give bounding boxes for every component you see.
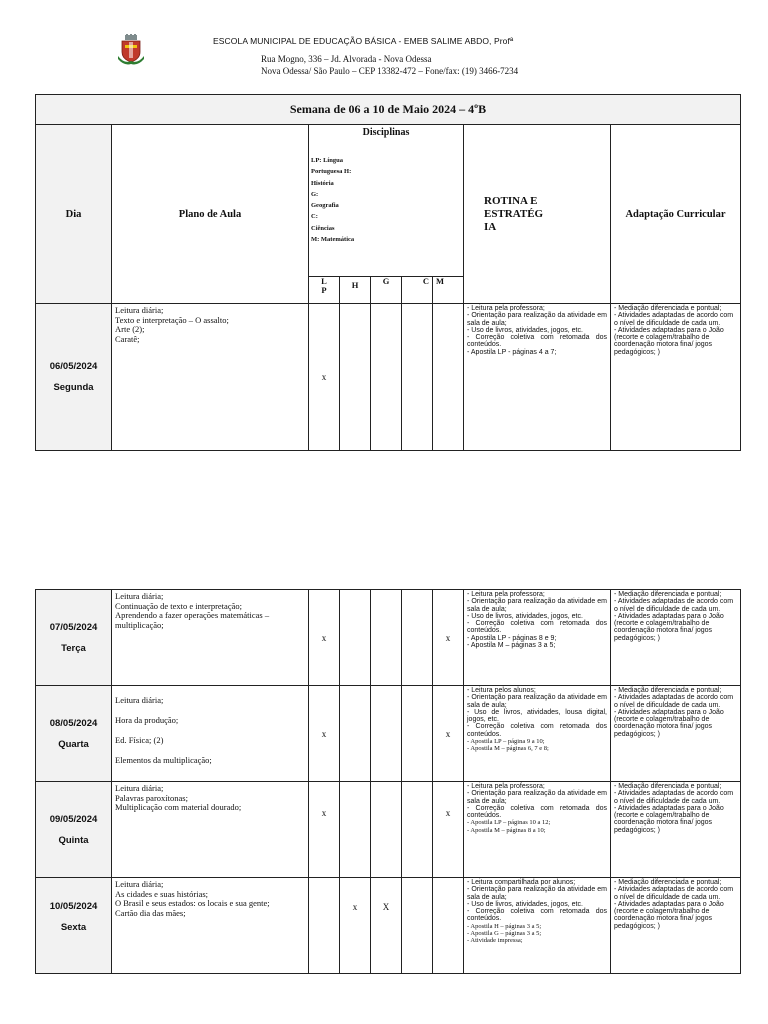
adaptacao-cell — [611, 782, 741, 878]
rotina-item: - Leitura compartilhada por alunos; — [467, 879, 576, 886]
adapt-item: - Atividades adaptadas para o João (recorte e colagem/trabalho de coordenação motora fina/ jogos pedagógicos; ) — [614, 900, 724, 930]
day-weekday: Sexta — [60, 922, 87, 933]
mark-m — [433, 878, 464, 974]
rotina-item: - Apostila M – páginas 6, 7 e 8; — [467, 745, 549, 753]
rotina-item: - Correção coletiva com retomada dos conteúdos. — [467, 723, 607, 738]
day-cell — [36, 686, 112, 782]
col-header-disciplinas — [309, 125, 464, 277]
mark-c — [402, 590, 433, 686]
rotina-item: - Apostila LP - páginas 8 e 9; — [467, 634, 557, 642]
plano-item: Leitura diária; — [115, 305, 164, 315]
plano-item: Leitura diária; — [115, 783, 164, 793]
plano-item: Leitura diária; — [115, 591, 164, 601]
subcol-m: M — [433, 277, 464, 304]
rotina-item: - Orientação para realização da atividade em sala de aula; — [467, 886, 607, 901]
plano-cell — [112, 782, 309, 878]
day-cell — [36, 590, 112, 686]
col-header-dia: Dia — [36, 125, 112, 304]
adapt-item: - Atividades adaptadas de acordo com o nível de dificuldade de cada um. — [614, 886, 734, 901]
rotina-header-line: IA — [484, 220, 497, 233]
mark-g — [371, 686, 402, 782]
address-line-2: Nova Odessa/ São Paulo – CEP 13382-472 – Fone/fax: (19) 3466-7234 — [261, 66, 519, 76]
adapt-item: - Atividades adaptadas para o João (recorte e colagem/trabalho de coordenação motora fina/ jogos pedagógicos; ) — [614, 804, 724, 834]
plano-cell — [112, 304, 309, 451]
subcol-c: C — [402, 277, 433, 304]
rotina-item: - Leitura pelos alunos; — [467, 687, 536, 694]
table-row — [36, 686, 741, 782]
rotina-item: - Uso de livros, atividades, jogos, etc. — [467, 612, 583, 620]
rotina-item: - Leitura pela professora; — [467, 305, 545, 312]
mark-m: x — [433, 686, 464, 782]
mark-lp: x — [309, 782, 340, 878]
mark-lp — [309, 878, 340, 974]
mark-c — [402, 304, 433, 451]
mark-lp: x — [309, 686, 340, 782]
rotina-item: - Orientação para realização da atividade em sala de aula; — [467, 790, 607, 805]
adaptacao-cell — [611, 590, 741, 686]
day-date: 06/05/2024 — [49, 361, 98, 372]
col-header-plano: Plano de Aula — [112, 125, 309, 304]
rotina-item: - Apostila H – páginas 3 a 5; — [467, 922, 542, 930]
adapt-item: - Atividades adaptadas de acordo com o nível de dificuldade de cada um. — [614, 598, 734, 613]
lesson-plan-table-page-2 — [35, 589, 741, 974]
rotina-item: - Apostila M – páginas 8 a 10; — [467, 826, 546, 834]
rotina-item: - Uso de livros, atividades, lousa digital, jogos, etc. — [467, 708, 607, 724]
rotina-item: - Leitura pela professora; — [467, 783, 545, 790]
mark-c — [402, 878, 433, 974]
adaptacao-cell — [611, 304, 741, 451]
legend-line: M: Matemática — [311, 236, 355, 244]
mark-g — [371, 590, 402, 686]
legend-line: C: — [311, 213, 318, 221]
day-weekday: Terça — [61, 642, 86, 654]
plano-item: Elementos da multiplicação; — [115, 755, 212, 765]
document-header — [0, 30, 768, 90]
rotina-item: - Atividade impressa; — [467, 937, 523, 945]
mark-g: X — [371, 878, 402, 974]
mark-h — [340, 304, 371, 451]
rotina-cell — [464, 878, 611, 974]
school-name: ESCOLA MUNICIPAL DE EDUCAÇÃO BÁSICA - EMEB SALIME ABDO, Profª — [213, 36, 514, 46]
plano-item: O Brasil e seus estados: os locais e sua gente; — [115, 898, 270, 908]
plano-item: As cidades e suas histórias; — [115, 888, 209, 899]
plano-cell — [112, 686, 309, 782]
table-row — [36, 782, 741, 878]
plano-item: Leitura diária; — [115, 879, 164, 889]
adapt-item: - Mediação diferenciada e pontual; — [614, 305, 722, 312]
rotina-item: - Leitura pela professora; — [467, 591, 545, 598]
day-cell — [36, 304, 112, 451]
legend-line: Portuguesa H: — [311, 168, 352, 176]
mark-h — [340, 782, 371, 878]
adapt-item: - Mediação diferenciada e pontual; — [614, 879, 722, 886]
lesson-plan-table-page-1 — [35, 94, 741, 451]
rotina-item: - Orientação para realização da atividade em sala de aula; — [467, 598, 607, 613]
table-row — [36, 878, 741, 974]
rotina-cell — [464, 686, 611, 782]
legend-line: Geografia — [311, 202, 339, 210]
adapt-item: - Atividades adaptadas para o João (recorte e colagem/trabalho de coordenação motora fina/ jogos pedagógicos; ) — [614, 326, 724, 356]
adapt-item: - Atividades adaptadas de acordo com o nível de dificuldade de cada um. — [614, 790, 734, 805]
day-date: 07/05/2024 — [49, 621, 98, 633]
plano-item: Arte (2); — [115, 324, 145, 334]
address-line-1: Rua Mogno, 336 – Jd. Alvorada - Nova Odessa — [261, 54, 432, 64]
adaptacao-cell — [611, 878, 741, 974]
day-date: 10/05/2024 — [49, 901, 98, 912]
plano-item: Ed. Física; (2) — [115, 735, 164, 745]
plano-cell — [112, 590, 309, 686]
disciplinas-legend — [311, 155, 354, 245]
plano-item: Continuação de texto e interpretação; — [115, 600, 242, 611]
col-header-adaptacao: Adaptação Curricular — [611, 125, 741, 304]
table-row — [36, 590, 741, 686]
rotina-header-line: ESTRATÉG — [484, 207, 544, 220]
day-weekday: Quinta — [58, 834, 89, 846]
mark-m — [433, 304, 464, 451]
plano-item: Multiplicação com material dourado; — [115, 802, 242, 812]
adapt-item: - Atividades adaptadas para o João (recorte e colagem/trabalho de coordenação motora fina/ jogos pedagógicos; ) — [614, 612, 724, 642]
mark-m: x — [433, 590, 464, 686]
rotina-item: - Apostila G – páginas 3 a 5; — [467, 930, 542, 938]
rotina-item: - Correção coletiva com retomada dos conteúdos. — [467, 804, 607, 820]
rotina-header-line: ROTINA E — [484, 194, 538, 207]
mark-m: x — [433, 782, 464, 878]
rotina-item: - Orientação para realização da atividade em sala de aula; — [467, 694, 607, 709]
col-header-rotina — [464, 125, 611, 304]
plano-item: Palavras paroxítonas; — [115, 792, 188, 803]
mark-lp: x — [309, 590, 340, 686]
subcol-g: G — [371, 277, 402, 304]
rotina-cell — [464, 590, 611, 686]
subcol-h: H — [340, 277, 371, 304]
disciplinas-title: Disciplinas — [362, 127, 410, 138]
adapt-item: - Atividades adaptadas de acordo com o nível de dificuldade de cada um. — [614, 694, 734, 709]
legend-line: LP: Língua — [311, 157, 343, 164]
plano-item: Texto e interpretação – O assalto; — [115, 314, 229, 325]
day-date: 09/05/2024 — [49, 813, 98, 825]
adapt-item: - Atividades adaptadas para o João (recorte e colagem/trabalho de coordenação motora fina/ jogos pedagógicos; ) — [614, 708, 724, 738]
rotina-item: - Uso de livros, atividades, jogos, etc. — [467, 326, 583, 334]
legend-line: História — [311, 179, 334, 187]
mark-h — [340, 590, 371, 686]
rotina-item: - Uso de livros, atividades, jogos, etc. — [467, 900, 583, 908]
rotina-item: - Apostila LP – página 9 a 10; — [467, 738, 545, 746]
municipal-crest-icon — [116, 34, 146, 66]
plano-item: Leitura diária; — [115, 695, 164, 705]
rotina-item: - Apostila LP - páginas 4 a 7; — [467, 348, 557, 356]
table-row — [36, 304, 741, 451]
mark-h: x — [340, 878, 371, 974]
week-title: Semana de 06 a 10 de Maio 2024 – 4ºB — [36, 95, 741, 125]
plano-item: Caratê; — [115, 333, 140, 344]
day-weekday: Segunda — [53, 382, 94, 393]
adapt-item: - Mediação diferenciada e pontual; — [614, 687, 722, 694]
legend-line: G: — [311, 190, 319, 198]
adapt-item: - Mediação diferenciada e pontual; — [614, 783, 722, 790]
day-weekday: Quarta — [58, 738, 89, 750]
adapt-item: - Mediação diferenciada e pontual; — [614, 591, 722, 598]
mark-h — [340, 686, 371, 782]
rotina-item: - Apostila LP – páginas 10 a 12; — [467, 819, 551, 827]
legend-line: Ciências — [311, 224, 335, 232]
rotina-item: - Correção coletiva com retomada dos conteúdos. — [467, 908, 607, 923]
mark-lp: x — [309, 304, 340, 451]
day-cell — [36, 782, 112, 878]
plano-cell — [112, 878, 309, 974]
plano-item: Cartão dia das mães; — [115, 907, 186, 918]
plano-item: Hora da produção; — [115, 715, 179, 725]
plano-item: Aprendendo a fazer operações matemáticas – multiplicação; — [115, 610, 270, 630]
adapt-item: - Atividades adaptadas de acordo com o nível de dificuldade de cada um. — [614, 312, 734, 327]
rotina-item: - Correção coletiva com retomada dos conteúdos. — [467, 620, 607, 635]
rotina-cell — [464, 782, 611, 878]
subcol-lp: L P — [309, 277, 340, 304]
mark-c — [402, 782, 433, 878]
rotina-cell — [464, 304, 611, 451]
mark-g — [371, 782, 402, 878]
day-date: 08/05/2024 — [49, 717, 98, 729]
rotina-item: - Orientação para realização da atividade em sala de aula; — [467, 312, 607, 327]
mark-c — [402, 686, 433, 782]
rotina-item: - Apostila M – páginas 3 a 5; — [467, 642, 556, 650]
day-cell — [36, 878, 112, 974]
rotina-item: - Correção coletiva com retomada dos conteúdos. — [467, 334, 607, 349]
mark-g — [371, 304, 402, 451]
adaptacao-cell — [611, 686, 741, 782]
